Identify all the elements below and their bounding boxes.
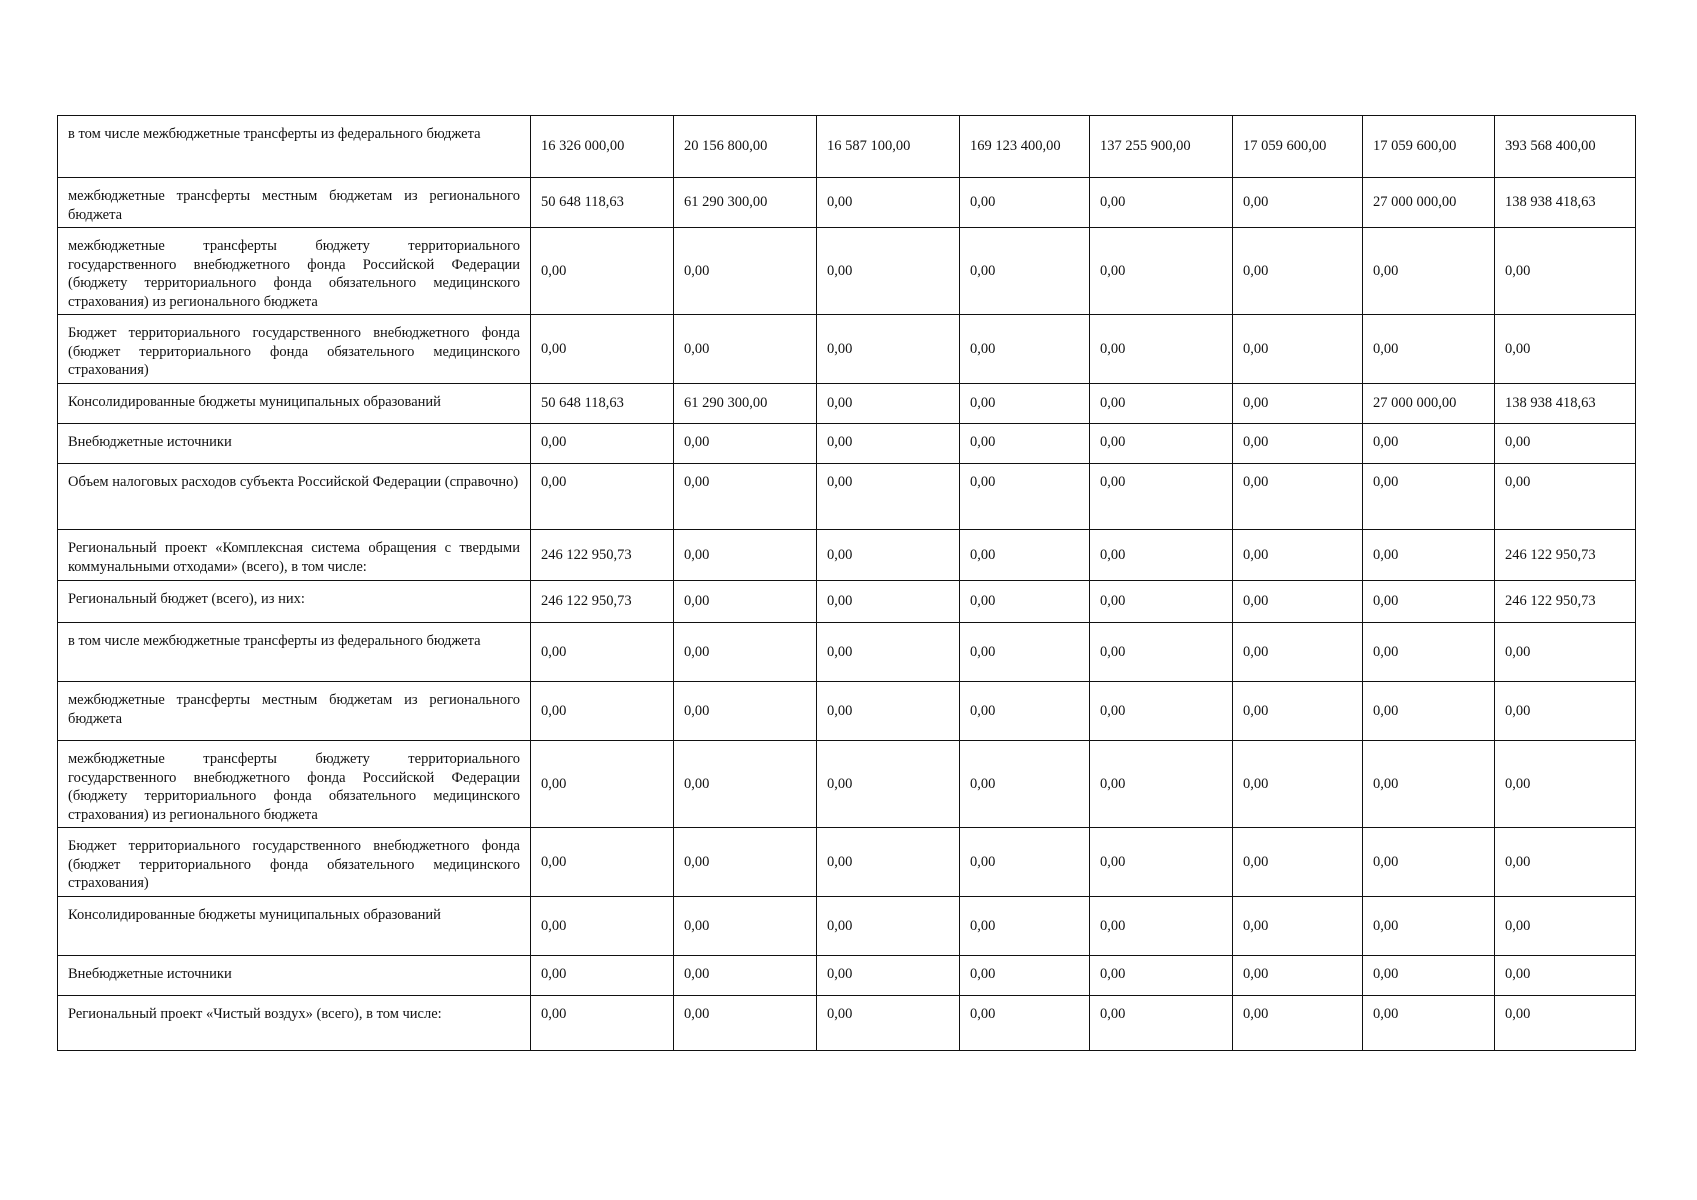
value-cell: 0,00 (674, 956, 817, 996)
value-cell: 16 587 100,00 (817, 116, 960, 178)
value-cell: 0,00 (1363, 464, 1495, 530)
row-label: межбюджетные трансферты бюджету территориального государственного внебюджетного фонда Российской Федерации (бюджету территориального фонда обязательного медицинского страхования) из регионального бюджета (58, 228, 531, 315)
value-cell: 0,00 (960, 828, 1090, 897)
row-label: межбюджетные трансферты местным бюджетам из регионального бюджета (58, 682, 531, 741)
value-cell: 0,00 (960, 530, 1090, 581)
value-cell: 0,00 (1233, 741, 1363, 828)
value-cell: 0,00 (1363, 956, 1495, 996)
value-cell: 0,00 (960, 178, 1090, 228)
value-cell: 0,00 (1363, 682, 1495, 741)
value-cell: 0,00 (1363, 530, 1495, 581)
table-row (58, 996, 1636, 1051)
row-label: Внебюджетные источники (58, 956, 531, 996)
value-cell: 17 059 600,00 (1363, 116, 1495, 178)
value-cell: 0,00 (1233, 178, 1363, 228)
value-cell: 0,00 (817, 228, 960, 315)
value-cell: 0,00 (1363, 228, 1495, 315)
value-cell: 0,00 (674, 228, 817, 315)
value-cell: 0,00 (1233, 828, 1363, 897)
value-cell: 0,00 (1090, 682, 1233, 741)
value-cell: 0,00 (1090, 530, 1233, 581)
value-cell: 0,00 (531, 897, 674, 956)
table-row (58, 897, 1636, 956)
value-cell: 0,00 (817, 384, 960, 424)
value-cell: 0,00 (674, 623, 817, 682)
value-cell: 169 123 400,00 (960, 116, 1090, 178)
row-label: межбюджетные трансферты местным бюджетам из регионального бюджета (58, 178, 531, 228)
value-cell: 0,00 (1090, 897, 1233, 956)
value-cell: 393 568 400,00 (1495, 116, 1636, 178)
value-cell: 138 938 418,63 (1495, 384, 1636, 424)
value-cell: 0,00 (1090, 178, 1233, 228)
value-cell: 0,00 (960, 897, 1090, 956)
value-cell: 0,00 (1233, 581, 1363, 623)
value-cell: 246 122 950,73 (531, 530, 674, 581)
value-cell: 0,00 (674, 581, 817, 623)
value-cell: 0,00 (817, 623, 960, 682)
table-row (58, 384, 1636, 424)
value-cell: 0,00 (1363, 315, 1495, 384)
value-cell: 17 059 600,00 (1233, 116, 1363, 178)
value-cell: 0,00 (817, 424, 960, 464)
value-cell: 0,00 (817, 315, 960, 384)
value-cell: 0,00 (531, 315, 674, 384)
row-label: Бюджет территориального государственного внебюджетного фонда (бюджет территориального фонда обязательного медицинского страхования) (58, 315, 531, 384)
value-cell: 0,00 (817, 464, 960, 530)
value-cell: 0,00 (1090, 315, 1233, 384)
table-row (58, 956, 1636, 996)
value-cell: 0,00 (1363, 828, 1495, 897)
value-cell: 0,00 (817, 828, 960, 897)
value-cell: 0,00 (1233, 464, 1363, 530)
value-cell: 0,00 (1090, 828, 1233, 897)
value-cell: 0,00 (1233, 897, 1363, 956)
value-cell: 0,00 (817, 741, 960, 828)
value-cell: 246 122 950,73 (1495, 530, 1636, 581)
value-cell: 0,00 (674, 996, 817, 1051)
value-cell: 0,00 (1495, 741, 1636, 828)
value-cell: 0,00 (1233, 623, 1363, 682)
value-cell: 0,00 (674, 530, 817, 581)
value-cell: 0,00 (1363, 741, 1495, 828)
value-cell: 0,00 (1363, 897, 1495, 956)
value-cell: 0,00 (1090, 741, 1233, 828)
value-cell: 0,00 (960, 623, 1090, 682)
value-cell: 0,00 (817, 956, 960, 996)
value-cell: 0,00 (817, 996, 960, 1051)
table-row (58, 116, 1636, 178)
value-cell: 0,00 (1495, 228, 1636, 315)
value-cell: 0,00 (960, 424, 1090, 464)
row-label: Консолидированные бюджеты муниципальных образований (58, 897, 531, 956)
value-cell: 0,00 (817, 897, 960, 956)
value-cell: 0,00 (1233, 682, 1363, 741)
value-cell: 137 255 900,00 (1090, 116, 1233, 178)
row-label: Объем налоговых расходов субъекта Российской Федерации (справочно) (58, 464, 531, 530)
value-cell: 138 938 418,63 (1495, 178, 1636, 228)
value-cell: 0,00 (960, 228, 1090, 315)
value-cell: 0,00 (960, 464, 1090, 530)
value-cell: 0,00 (1233, 228, 1363, 315)
value-cell: 50 648 118,63 (531, 178, 674, 228)
value-cell: 0,00 (674, 897, 817, 956)
value-cell: 0,00 (1233, 384, 1363, 424)
value-cell: 0,00 (531, 996, 674, 1051)
row-label: Бюджет территориального государственного внебюджетного фонда (бюджет территориального фонда обязательного медицинского страхования) (58, 828, 531, 897)
value-cell: 0,00 (817, 178, 960, 228)
value-cell: 0,00 (674, 315, 817, 384)
value-cell: 0,00 (1090, 956, 1233, 996)
value-cell: 0,00 (817, 682, 960, 741)
value-cell: 0,00 (531, 623, 674, 682)
value-cell: 0,00 (1090, 384, 1233, 424)
value-cell: 20 156 800,00 (674, 116, 817, 178)
value-cell: 0,00 (1495, 897, 1636, 956)
value-cell: 0,00 (1090, 581, 1233, 623)
table-row (58, 228, 1636, 315)
value-cell: 0,00 (960, 956, 1090, 996)
value-cell: 27 000 000,00 (1363, 178, 1495, 228)
value-cell: 0,00 (817, 530, 960, 581)
value-cell: 0,00 (674, 682, 817, 741)
value-cell: 0,00 (1495, 828, 1636, 897)
row-label: в том числе межбюджетные трансферты из федерального бюджета (58, 623, 531, 682)
value-cell: 0,00 (531, 228, 674, 315)
value-cell: 0,00 (960, 996, 1090, 1051)
value-cell: 0,00 (531, 424, 674, 464)
table-row (58, 424, 1636, 464)
value-cell: 0,00 (1363, 623, 1495, 682)
value-cell: 0,00 (674, 424, 817, 464)
value-cell: 0,00 (531, 828, 674, 897)
value-cell: 0,00 (1090, 464, 1233, 530)
value-cell: 0,00 (531, 682, 674, 741)
row-label: в том числе межбюджетные трансферты из федерального бюджета (58, 116, 531, 178)
row-label: Региональный бюджет (всего), из них: (58, 581, 531, 623)
value-cell: 0,00 (1495, 682, 1636, 741)
table-row (58, 464, 1636, 530)
value-cell: 0,00 (960, 384, 1090, 424)
value-cell: 0,00 (1233, 424, 1363, 464)
value-cell: 0,00 (1233, 530, 1363, 581)
value-cell: 0,00 (1495, 315, 1636, 384)
value-cell: 246 122 950,73 (531, 581, 674, 623)
value-cell: 0,00 (1495, 424, 1636, 464)
table-row (58, 828, 1636, 897)
value-cell: 0,00 (674, 741, 817, 828)
value-cell: 0,00 (1233, 956, 1363, 996)
value-cell: 0,00 (531, 741, 674, 828)
row-label: Региональный проект «Комплексная система обращения с твердыми коммунальными отходами» (всего), в том числе: (58, 530, 531, 581)
financing-table (57, 115, 1636, 1051)
table-row (58, 623, 1636, 682)
table-row (58, 741, 1636, 828)
value-cell: 0,00 (674, 828, 817, 897)
value-cell: 0,00 (1090, 228, 1233, 315)
value-cell: 0,00 (1363, 424, 1495, 464)
table-row (58, 315, 1636, 384)
table-row (58, 581, 1636, 623)
value-cell: 0,00 (1495, 464, 1636, 530)
value-cell: 0,00 (817, 581, 960, 623)
value-cell: 61 290 300,00 (674, 384, 817, 424)
value-cell: 0,00 (960, 741, 1090, 828)
value-cell: 27 000 000,00 (1363, 384, 1495, 424)
row-label: Региональный проект «Чистый воздух» (всего), в том числе: (58, 996, 531, 1051)
value-cell: 0,00 (1233, 315, 1363, 384)
value-cell: 50 648 118,63 (531, 384, 674, 424)
value-cell: 0,00 (1233, 996, 1363, 1051)
value-cell: 0,00 (674, 464, 817, 530)
table-row (58, 178, 1636, 228)
table-row (58, 682, 1636, 741)
value-cell: 0,00 (960, 581, 1090, 623)
value-cell: 16 326 000,00 (531, 116, 674, 178)
value-cell: 0,00 (531, 956, 674, 996)
value-cell: 0,00 (960, 682, 1090, 741)
document-page (57, 115, 1635, 1051)
value-cell: 0,00 (1363, 581, 1495, 623)
value-cell: 61 290 300,00 (674, 178, 817, 228)
row-label: Консолидированные бюджеты муниципальных образований (58, 384, 531, 424)
value-cell: 246 122 950,73 (1495, 581, 1636, 623)
table-body (58, 116, 1636, 1051)
value-cell: 0,00 (1495, 623, 1636, 682)
row-label: межбюджетные трансферты бюджету территориального государственного внебюджетного фонда Российской Федерации (бюджету территориального фонда обязательного медицинского страхования) из регионального бюджета (58, 741, 531, 828)
value-cell: 0,00 (1495, 956, 1636, 996)
value-cell: 0,00 (960, 315, 1090, 384)
value-cell: 0,00 (1363, 996, 1495, 1051)
value-cell: 0,00 (1090, 424, 1233, 464)
table-row (58, 530, 1636, 581)
value-cell: 0,00 (1495, 996, 1636, 1051)
value-cell: 0,00 (531, 464, 674, 530)
value-cell: 0,00 (1090, 623, 1233, 682)
row-label: Внебюджетные источники (58, 424, 531, 464)
value-cell: 0,00 (1090, 996, 1233, 1051)
